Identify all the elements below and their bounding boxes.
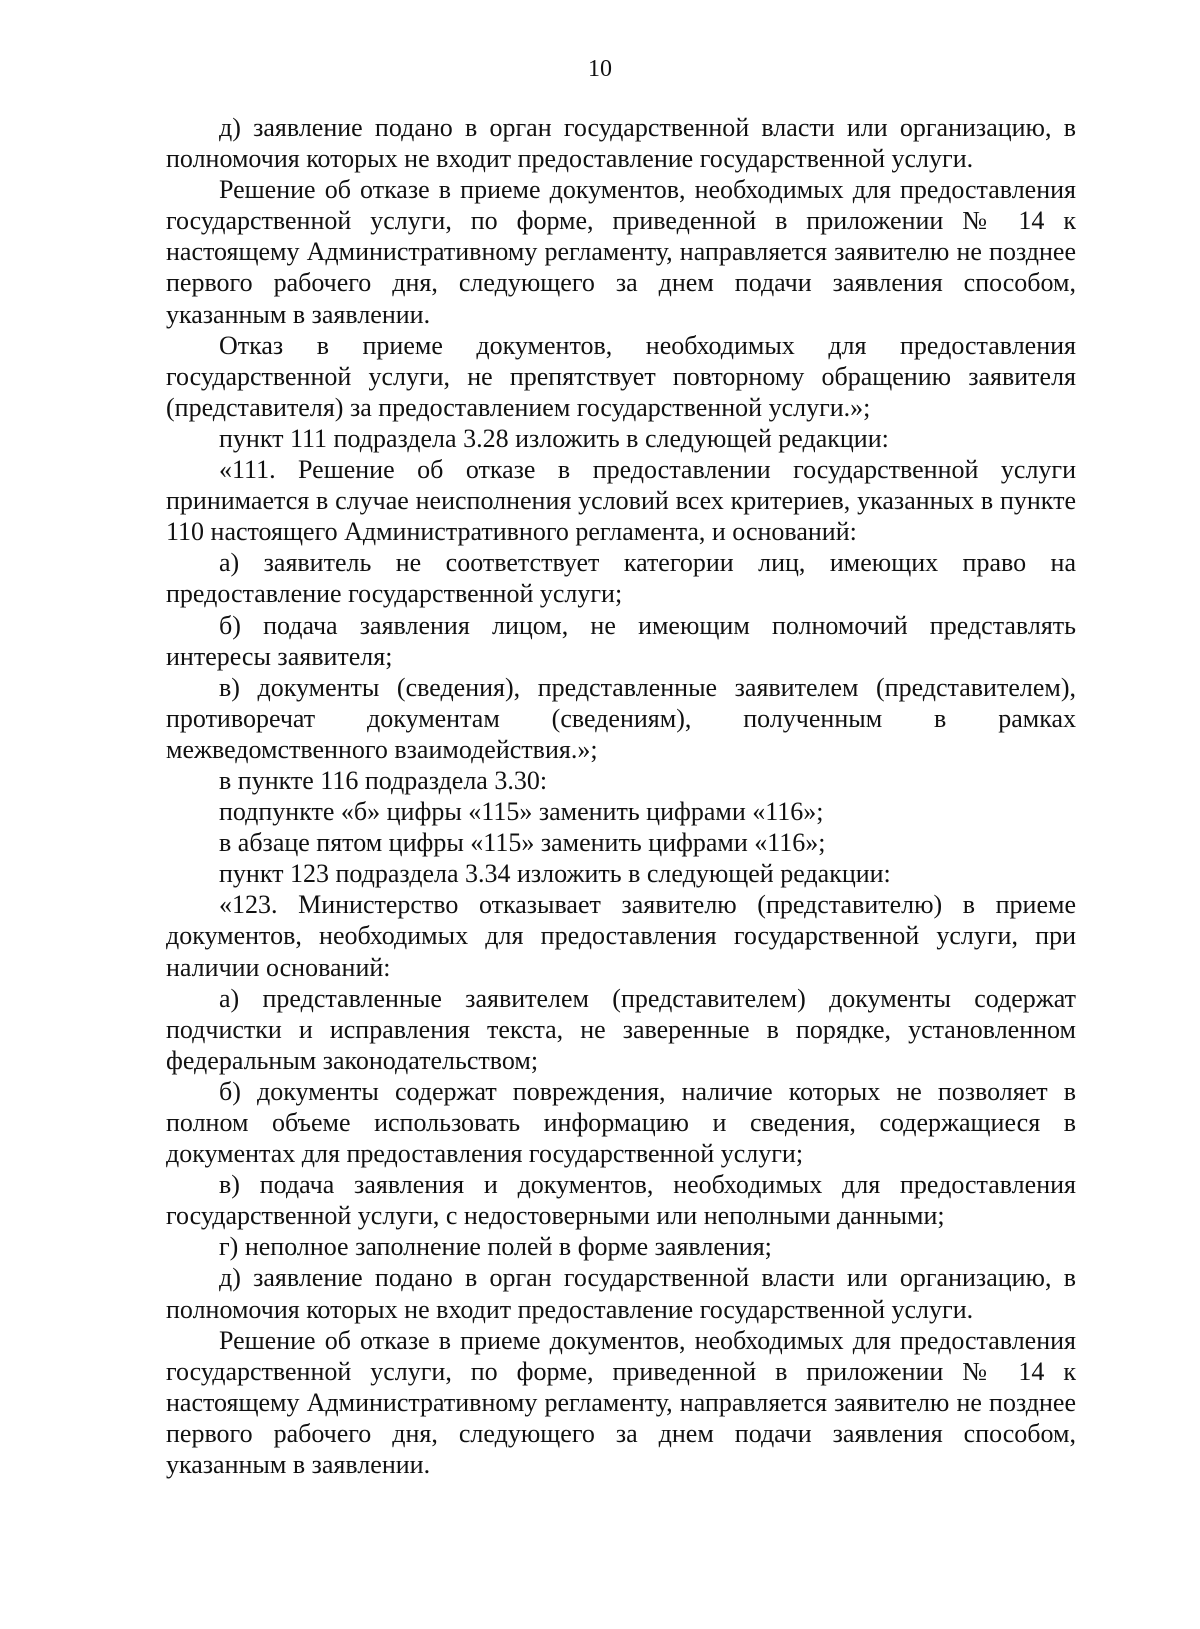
paragraph-point-111-item-a: а) заявитель не соответствует категории лиц, имеющих право на предоставление государственной услуги; <box>166 548 1076 609</box>
document-body <box>166 112 1076 1480</box>
paragraph-point-111-text: «111. Решение об отказе в предоставлении государственной услуги принимается в случае неисполнения условий всех критериев, указанных в пункте 110 настоящего Административного регламента, и оснований: <box>166 455 1076 547</box>
paragraph-refusal-decision-form: Решение об отказе в приеме документов, необходимых для предоставления государственной услуги, по форме, приведенной в приложении № 14 к настоящему Административному регламенту, направляется заявителю не позднее первого рабочего дня, следующего за днем подачи заявления способом, указанным в заявлении. <box>166 175 1076 329</box>
paragraph-point-111-item-b: б) подача заявления лицом, не имеющим полномочий представлять интересы заявителя; <box>166 610 1076 671</box>
paragraph-point-123-item-g: г) неполное заполнение полей в форме заявления; <box>219 1232 772 1262</box>
paragraph-point-116-subpoint-b: подпункте «б» цифры «115» заменить цифрами «116»; <box>219 797 824 827</box>
paragraph-point-116-fifth-abzac: в абзаце пятом цифры «115» заменить цифрами «116»; <box>219 828 826 858</box>
paragraph-point-116-heading: в пункте 116 подраздела 3.30: <box>219 765 548 795</box>
paragraph-point-123-item-d: д) заявление подано в орган государственной власти или организацию, в полномочия которых не входит предоставление государственной услуги. <box>166 1263 1076 1324</box>
paragraph-item-d-refusal-grounds: д) заявление подано в орган государственной власти или организацию, в полномочия которых не входит предоставление государственной услуги. <box>166 113 1076 174</box>
paragraph-point-123-text: «123. Министерство отказывает заявителю (представителю) в приеме документов, необходимых для предоставления государственной услуги, при наличии оснований: <box>166 890 1076 982</box>
paragraph-amend-point-111: пункт 111 подраздела 3.28 изложить в следующей редакции: <box>219 423 889 453</box>
paragraph-refusal-no-obstacle: Отказ в приеме документов, необходимых для предоставления государственной услуги, не препятствует повторному обращению заявителя (представителя) за предоставлением государственной услуги.»; <box>166 330 1076 422</box>
paragraph-amend-point-123: пункт 123 подраздела 3.34 изложить в следующей редакции: <box>219 859 891 889</box>
paragraph-point-123-item-v: в) подача заявления и документов, необходимых для предоставления государственной услуги, с недостоверными или неполными данными; <box>166 1170 1076 1231</box>
page-number: 10 <box>588 56 612 82</box>
paragraph-point-111-item-v: в) документы (сведения), представленные заявителем (представителем), противоречат документам (сведениям), полученным в рамках межведомственного взаимодействия.»; <box>166 672 1076 764</box>
paragraph-point-123-item-a: а) представленные заявителем (представителем) документы содержат подчистки и исправления текста, не заверенные в порядке, установленном федеральным законодательством; <box>166 983 1076 1075</box>
paragraph-point-123-item-b: б) документы содержат повреждения, наличие которых не позволяет в полном объеме использовать информацию и сведения, содержащиеся в документах для предоставления государственной услуги; <box>166 1076 1076 1169</box>
paragraph-refusal-decision-form-final: Решение об отказе в приеме документов, необходимых для предоставления государственной услуги, по форме, приведенной в приложении № 14 к настоящему Административному регламенту, направляется заявителю не позднее первого рабочего дня, следующего за днем подачи заявления способом, указанным в заявлении. <box>166 1325 1076 1480</box>
